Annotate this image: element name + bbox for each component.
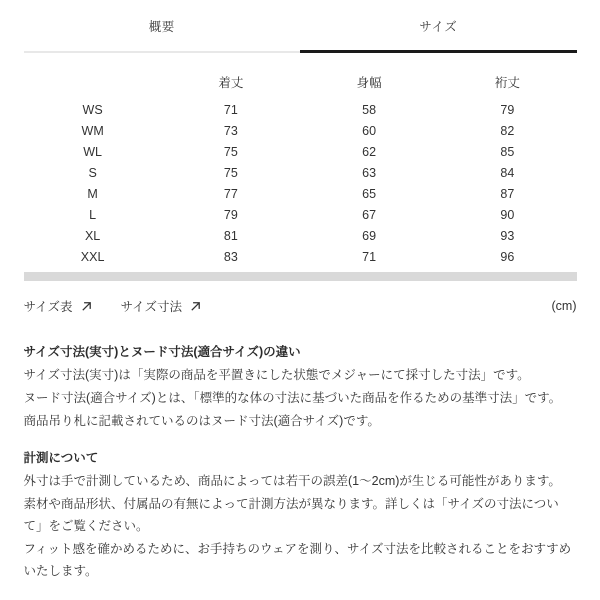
row-label-wm: WM <box>81 124 104 138</box>
section-heading: 計測について <box>23 451 99 465</box>
cell-value: 82 <box>500 124 515 138</box>
size-panel <box>24 0 577 582</box>
cell-value: 93 <box>500 229 515 243</box>
cell-value: 63 <box>362 166 377 180</box>
size-table-corner <box>24 73 162 94</box>
cell-value: 62 <box>362 145 377 159</box>
row-label-m: M <box>87 187 98 201</box>
arrow-up-right-icon <box>80 300 93 313</box>
cell-value: 58 <box>362 103 377 117</box>
links-row <box>24 297 577 315</box>
row-label-ws: WS <box>82 103 103 117</box>
tab-bar <box>24 12 577 53</box>
cell-value: 79 <box>500 103 515 117</box>
cell-value: 96 <box>500 250 515 264</box>
section-paragraph: サイズ寸法(実寸)は「実際の商品を平置きにした状態でメジャーにて採寸した寸法」です。 <box>23 368 530 382</box>
cell-value: 71 <box>223 103 238 117</box>
tab-overview[interactable] <box>24 17 301 53</box>
tab-size[interactable] <box>300 17 577 53</box>
row-label-s: S <box>88 166 97 180</box>
cell-value: 87 <box>500 187 515 201</box>
size-dimensions-link[interactable] <box>121 297 203 315</box>
table-scrollbar-thumb[interactable] <box>24 272 577 281</box>
size-table <box>24 73 577 268</box>
size-chart-link-label: サイズ表 <box>23 300 73 314</box>
section-size-difference <box>24 341 577 432</box>
column-header-body-length: 着丈 <box>218 76 244 90</box>
row-label-xxl: XXL <box>80 250 105 264</box>
cell-value: 85 <box>500 145 515 159</box>
cell-value: 71 <box>362 250 377 264</box>
cell-value: 69 <box>362 229 377 243</box>
cell-value: 75 <box>223 145 238 159</box>
cell-value: 83 <box>223 250 238 264</box>
section-paragraph: ヌード寸法(適合サイズ)とは、「標準的な体の寸法に基づいた商品を作るための基準寸法」です。 <box>23 391 562 405</box>
cell-value: 90 <box>500 208 515 222</box>
cell-value: 79 <box>223 208 238 222</box>
tab-overview-label: 概要 <box>148 20 175 34</box>
section-measurement <box>24 447 577 582</box>
size-chart-link[interactable] <box>24 297 93 315</box>
cell-value: 81 <box>223 229 238 243</box>
section-paragraph: フィット感を確かめるために、お手持ちのウェアを測り、サイズ寸法を比較されることをおすすめいたします。 <box>23 542 572 578</box>
row-label-l: L <box>89 208 97 222</box>
table-scrollbar[interactable] <box>24 272 577 281</box>
arrow-up-right-icon <box>189 300 202 313</box>
section-paragraph: 商品吊り札に記載されているのはヌード寸法(適合サイズ)です。 <box>23 414 380 428</box>
cell-value: 65 <box>362 187 377 201</box>
tab-size-label: サイズ <box>419 20 458 34</box>
column-header-body-width: 身幅 <box>356 76 382 90</box>
cell-value: 77 <box>223 187 238 201</box>
row-label-wl: WL <box>83 145 102 159</box>
column-header-sleeve-length: 裄丈 <box>494 76 520 90</box>
row-label-xl: XL <box>84 229 101 243</box>
section-paragraph: 素材や商品形状、付属品の有無によって計測方法が異なります。詳しくは「サイズの寸法について」をご覧ください。 <box>23 497 559 533</box>
cell-value: 75 <box>223 166 238 180</box>
cell-value: 67 <box>362 208 377 222</box>
cell-value: 84 <box>500 166 515 180</box>
unit-note: (cm) <box>551 299 577 313</box>
section-heading: サイズ寸法(実寸)とヌード寸法(適合サイズ)の違い <box>23 345 301 359</box>
cell-value: 60 <box>362 124 377 138</box>
size-dimensions-link-label: サイズ寸法 <box>120 300 183 314</box>
section-paragraph: 外寸は手で計測しているため、商品によっては若干の誤差(1〜2cm)が生じる可能性があります。 <box>23 474 561 488</box>
cell-value: 73 <box>223 124 238 138</box>
